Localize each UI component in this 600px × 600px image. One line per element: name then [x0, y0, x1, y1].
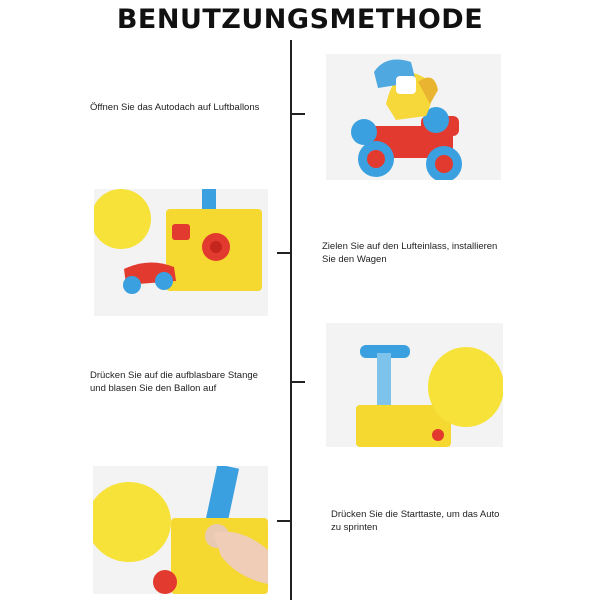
step-2-photo [94, 189, 268, 316]
step-4-text: Drücken Sie die Starttaste, um das Auto zu sprinten [331, 509, 500, 533]
step-4-photo [93, 466, 268, 594]
step-2-text: Zielen Sie auf den Lufteinlass, installieren Sie den Wagen [322, 241, 498, 265]
page-title: BENUTZUNGSMETHODE [116, 4, 484, 35]
step-3-text: Drücken Sie auf die aufblasbare Stange und blasen Sie den Ballon auf [90, 370, 258, 394]
timeline-tick-2 [277, 252, 291, 254]
step-1-photo [326, 54, 501, 180]
timeline-tick-3 [291, 381, 305, 383]
timeline-tick-1 [291, 113, 305, 115]
step-1-text: Öffnen Sie das Autodach auf Luftballons [90, 102, 260, 113]
step-3-photo [326, 323, 503, 447]
timeline-line [290, 40, 292, 600]
timeline-tick-4 [277, 520, 291, 522]
